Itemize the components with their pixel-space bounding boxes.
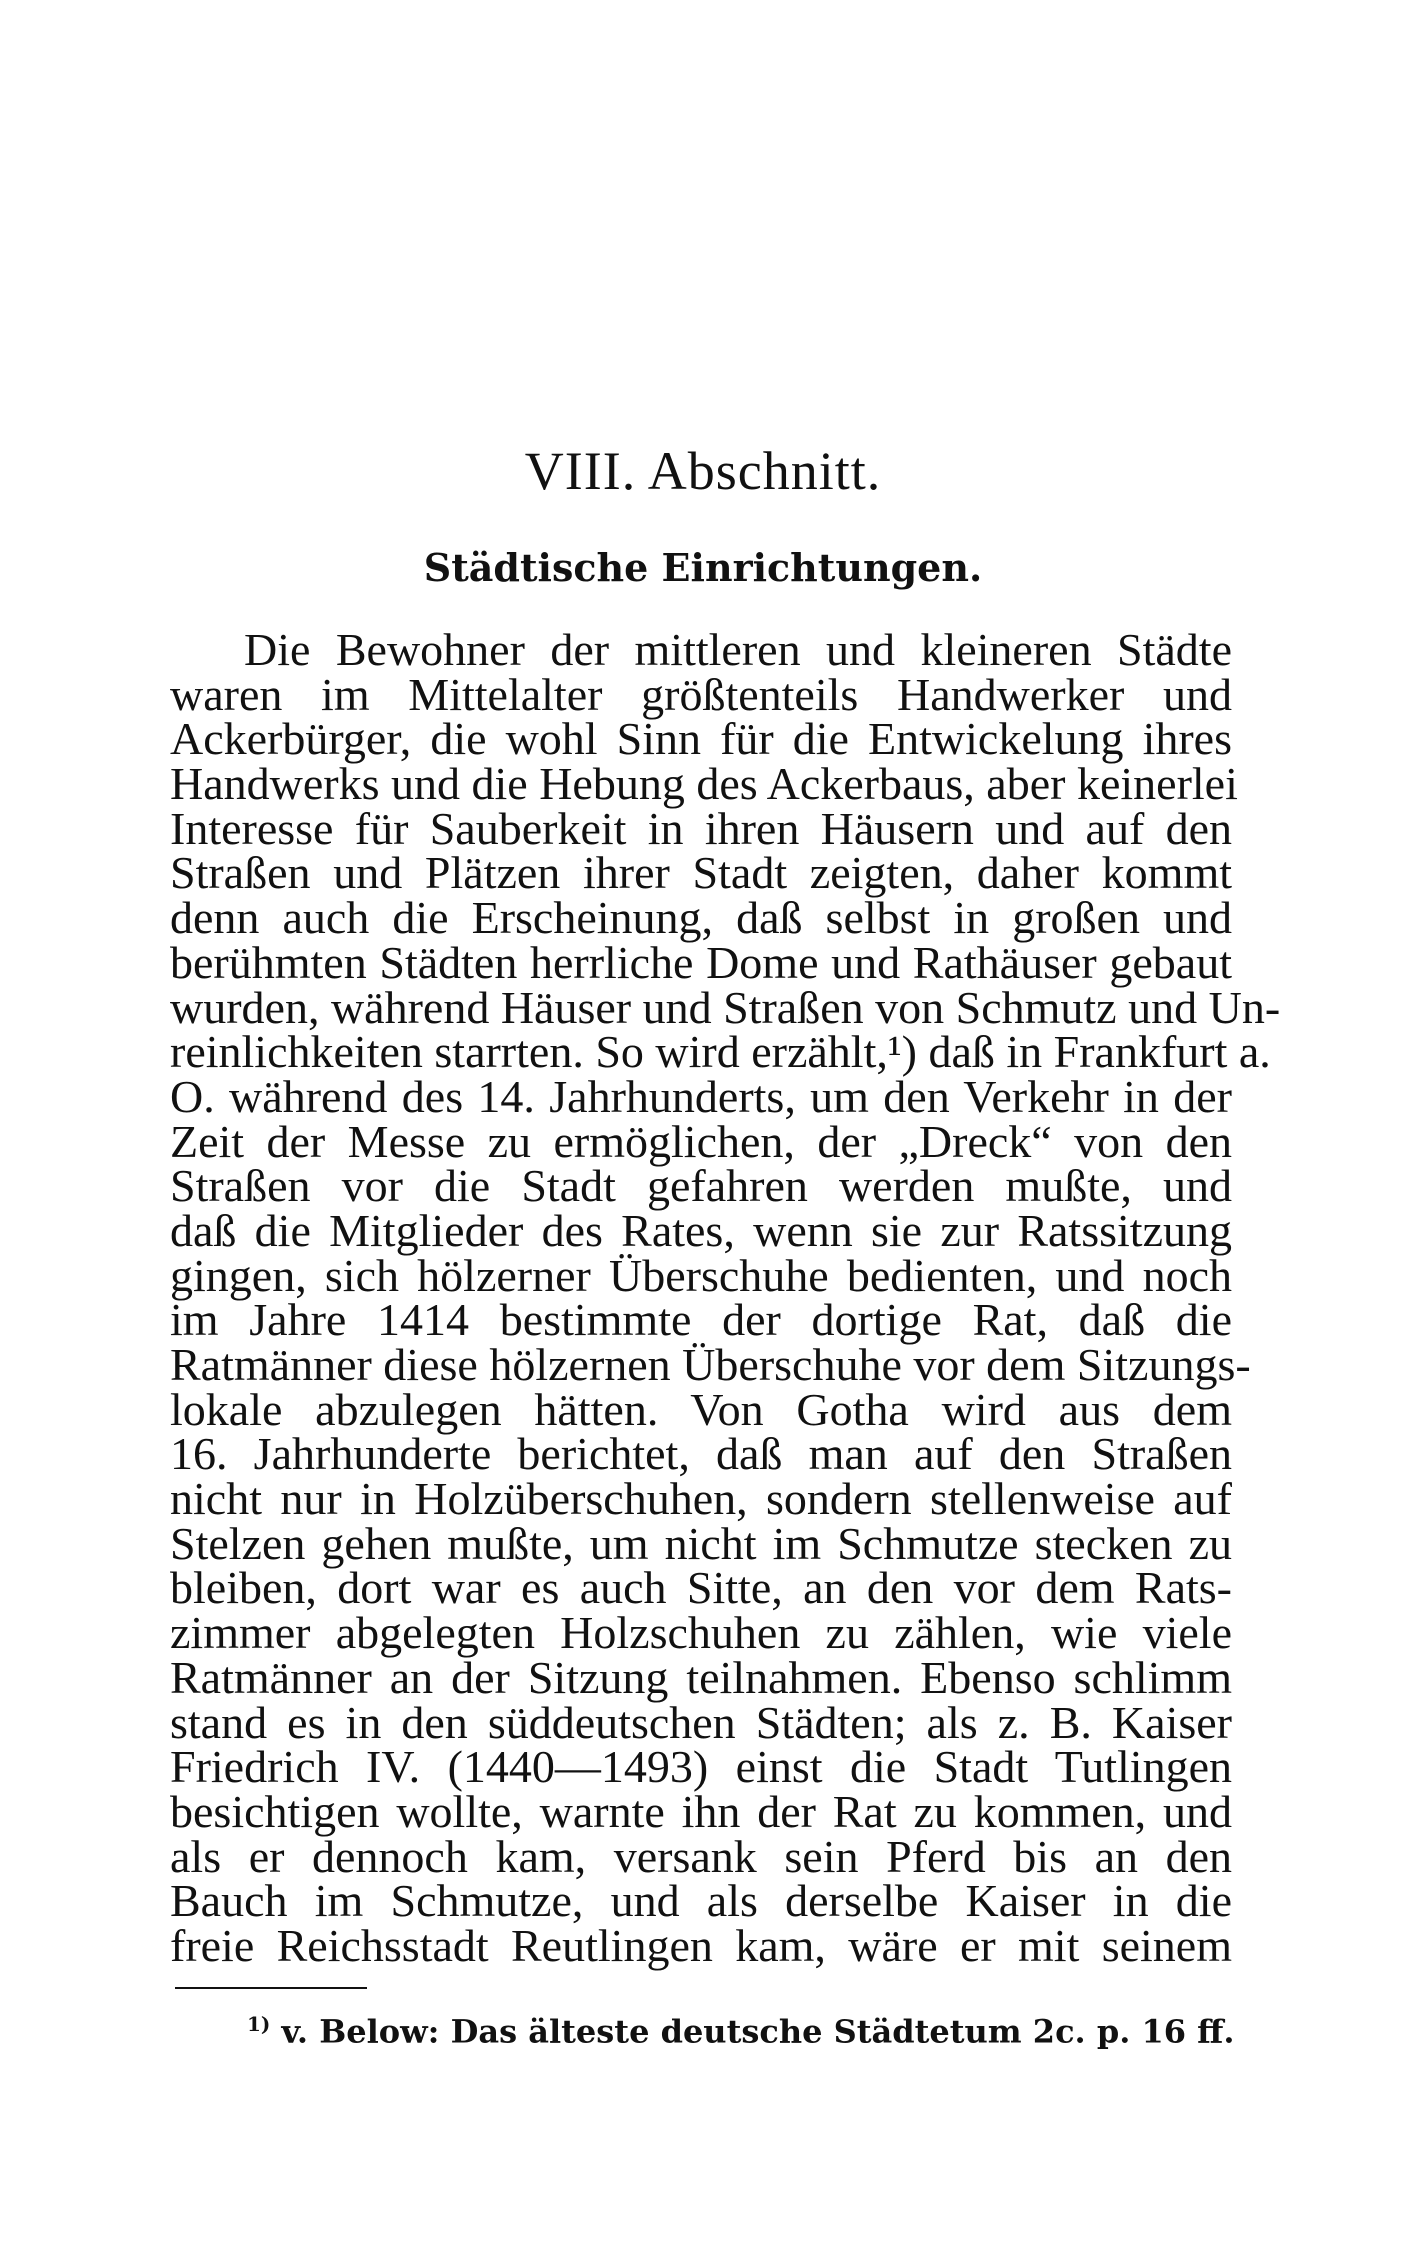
text-line: im Jahre 1414 bestimmte der dortige Rat, daß die xyxy=(170,1294,1232,1346)
text-line: Straßen und Plätzen ihrer Stadt zeigten, daher kommt xyxy=(170,847,1232,899)
section-title: Städtische Einrichtungen. xyxy=(423,545,983,590)
text-line: stand es in den süddeutschen Städten; als z. B. Kaiser xyxy=(170,1696,1232,1748)
footnote xyxy=(247,2012,1235,2051)
text-line: reinlichkeiten starrten. So wird erzählt,¹) daß in Frankfurt a. xyxy=(170,1026,1271,1078)
text-line: Bauch im Schmutze, und als derselbe Kaiser in die xyxy=(170,1875,1232,1927)
footnote-marker: 1) xyxy=(247,2012,271,2036)
text-line: Zeit der Messe zu ermöglichen, der „Dreck“ von den xyxy=(170,1115,1232,1167)
text-line: Ackerbürger, die wohl Sinn für die Entwickelung ihres xyxy=(170,713,1232,765)
text-line: lokale abzulegen hätten. Von Gotha wird aus dem xyxy=(170,1383,1232,1435)
text-line: Ratmänner an der Sitzung teilnahmen. Ebenso schlimm xyxy=(170,1651,1232,1703)
text-line: freie Reichsstadt Reutlingen kam, wäre er mit seinem xyxy=(170,1919,1232,1971)
chapter-heading: VIII. Abschnitt. xyxy=(524,441,882,501)
text-line: bleiben, dort war es auch Sitte, an den vor dem Rats- xyxy=(170,1562,1232,1614)
footnote-text: v. Below: Das älteste deutsche Städtetum 2c. p. 16 ff. xyxy=(281,2012,1235,2051)
text-line: besichtigen wollte, warnte ihn der Rat zu kommen, und xyxy=(170,1785,1232,1837)
text-line: O. während des 14. Jahrhunderts, um den Verkehr in der xyxy=(170,1070,1232,1122)
text-line: wurden, während Häuser und Straßen von Schmutz und Un- xyxy=(170,981,1281,1033)
text-line: berühmten Städten herrliche Dome und Rathäuser gebaut xyxy=(170,936,1232,988)
body-paragraph xyxy=(170,624,1281,1971)
text-line: als er dennoch kam, versank sein Pferd bis an den xyxy=(170,1830,1232,1882)
text-line: Stelzen gehen mußte, um nicht im Schmutze stecken zu xyxy=(170,1517,1232,1569)
text-line: nicht nur in Holzüberschuhen, sondern stellenweise auf xyxy=(170,1473,1232,1525)
text-line: Handwerks und die Hebung des Ackerbaus, aber keinerlei xyxy=(170,758,1238,810)
text-line: Friedrich IV. (1440—1493) einst die Stadt Tutlingen xyxy=(170,1741,1232,1793)
text-line: waren im Mittelalter größtenteils Handwerker und xyxy=(170,668,1232,720)
text-line: Straßen vor die Stadt gefahren werden mußte, und xyxy=(170,1160,1232,1212)
text-line: 16. Jahrhunderte berichtet, daß man auf den Straßen xyxy=(170,1428,1232,1480)
text-line: Interesse für Sauberkeit in ihren Häusern und auf den xyxy=(170,802,1232,854)
text-line: Ratmänner diese hölzernen Überschuhe vor dem Sitzungs- xyxy=(170,1339,1251,1390)
text-line: denn auch die Erscheinung, daß selbst in großen und xyxy=(170,892,1232,944)
text-line: zimmer abgelegten Holzschuhen zu zählen, wie viele xyxy=(170,1607,1232,1659)
text-line: Die Bewohner der mittleren und kleineren Städte xyxy=(244,624,1232,675)
text-line: gingen, sich hölzerner Überschuhe bedienten, und noch xyxy=(170,1249,1232,1301)
text-line: daß die Mitglieder des Rates, wenn sie zur Ratssitzung xyxy=(170,1204,1232,1256)
footnote-divider xyxy=(175,1987,367,1989)
